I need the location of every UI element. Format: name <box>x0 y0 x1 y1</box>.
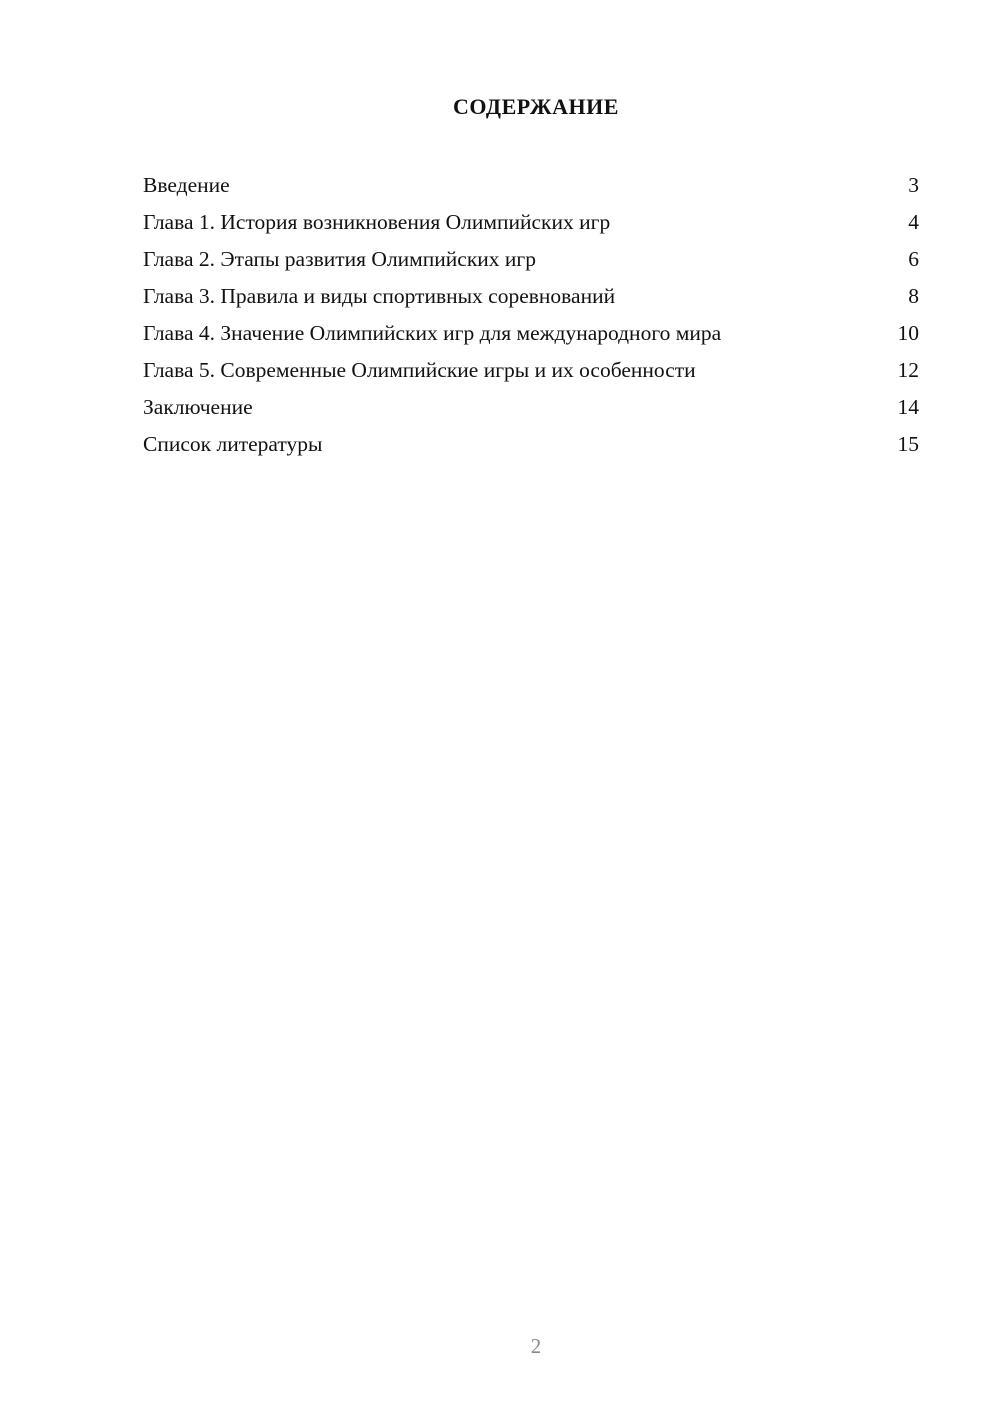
toc-entry-label: Список литературы <box>143 432 323 456</box>
toc-entry-chapter-1 <box>143 207 919 244</box>
toc-entry-chapter-2 <box>143 244 919 281</box>
toc-entry-page: 4 <box>908 210 919 234</box>
toc-entry-chapter-4 <box>143 318 919 355</box>
toc-entry-label: Глава 4. Значение Олимпийских игр для международного мира <box>143 321 722 345</box>
toc-entry-page: 15 <box>897 432 919 456</box>
toc-entry-conclusion <box>143 392 919 429</box>
toc-entry-bibliography <box>143 429 919 466</box>
toc-entry-label: Глава 5. Современные Олимпийские игры и их особенности <box>143 358 696 382</box>
toc-entry-label: Введение <box>143 173 230 197</box>
toc-entry-label: Глава 3. Правила и виды спортивных соревнований <box>143 284 616 308</box>
table-of-contents <box>143 170 919 466</box>
toc-entry-page: 3 <box>908 173 919 197</box>
toc-entry-page: 12 <box>897 358 919 382</box>
toc-entry-label: Заключение <box>143 395 253 419</box>
toc-entry-label: Глава 1. История возникновения Олимпийских игр <box>143 210 611 234</box>
toc-entry-chapter-3 <box>143 281 919 318</box>
page-number: 2 <box>530 1334 542 1358</box>
toc-entry-label: Глава 2. Этапы развития Олимпийских игр <box>143 247 536 271</box>
toc-entry-page: 14 <box>897 395 919 419</box>
toc-entry-page: 10 <box>897 321 919 345</box>
toc-entry-chapter-5 <box>143 355 919 392</box>
toc-entry-page: 8 <box>908 284 919 308</box>
toc-entry-introduction <box>143 170 919 207</box>
toc-entry-page: 6 <box>908 247 919 271</box>
page-title: СОДЕРЖАНИЕ <box>453 94 619 119</box>
